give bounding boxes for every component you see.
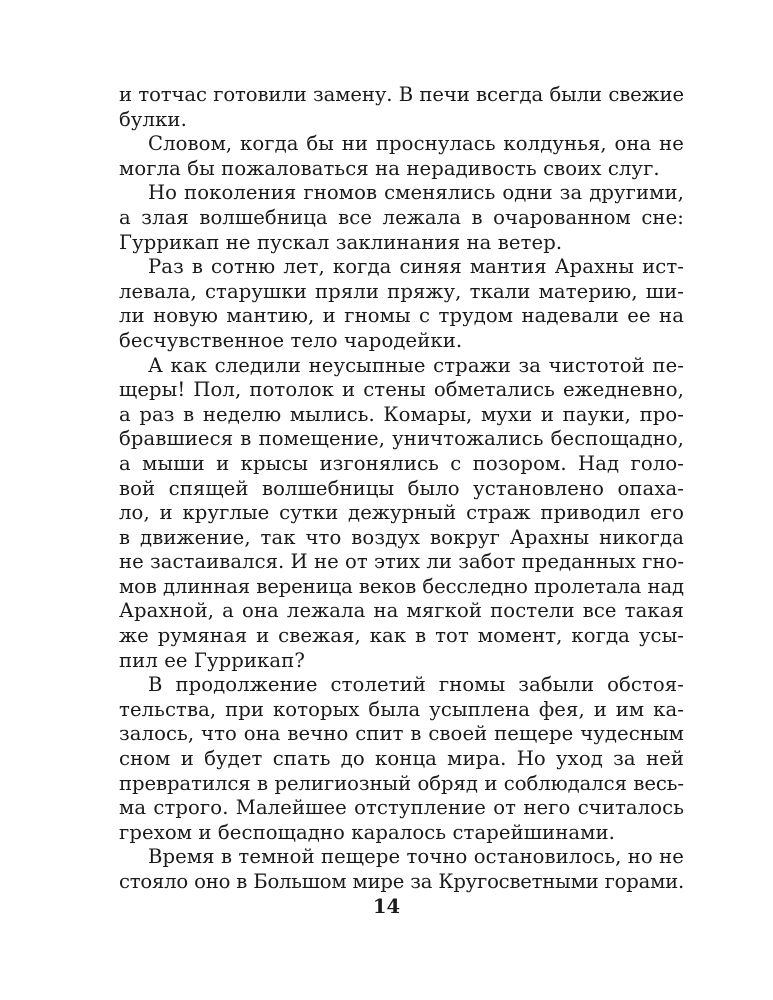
page-body <box>119 83 684 895</box>
text-line: тельства, при которых была усыплена фея, и им ка- <box>119 697 684 721</box>
text-line: а раз в неделю мылись. Комары, мухи и пауки, про- <box>119 402 684 426</box>
text-line: бесчувственное тело чародейки. <box>119 328 463 352</box>
text-line: бравшиеся в помещение, уничтожались беспощадно, <box>119 427 684 451</box>
text-line: а мыши и крысы изгонялись с позором. Над голо- <box>119 451 684 475</box>
text-line: превратился в религиозный обряд и соблюдался весь- <box>119 771 684 795</box>
text-line: могла бы пожаловаться на нерадивость своих слуг. <box>119 156 660 180</box>
text-line: стояло оно в Большом мире за Кругосветными горами. <box>119 870 684 893</box>
text-line: булки. <box>119 107 187 131</box>
text-line: не застаивался. И не от этих ли забот преданных гно- <box>119 550 685 574</box>
text-line: щеры! Пол, потолок и стены обметались ежедневно, <box>119 378 684 402</box>
text-line: В продолжение столетий гномы забыли обстоя- <box>148 673 684 697</box>
text-line: ли новую мантию, и гномы с трудом надевали ее на <box>119 304 684 328</box>
text-line: левала, старушки пряли пряжу, ткали материю, ши- <box>119 279 684 303</box>
page-number: 14 <box>372 895 401 918</box>
text-line: а злая волшебница все лежала в очарованном сне: <box>119 205 684 229</box>
text-line: Словом, когда бы ни проснулась колдунья, она не <box>148 132 684 156</box>
text-line: Арахной, а она лежала на мягкой постели все такая <box>119 599 684 623</box>
text-line: Раз в сотню лет, когда синяя мантия Арахны ист- <box>148 255 684 279</box>
text-line: сном и будет спать до конца мира. Но уход за ней <box>119 747 684 771</box>
text-line: А как следили неусыпные стражи за чистотой пе- <box>148 353 684 377</box>
text-line: же румяная и свежая, как в тот момент, когда усы- <box>119 624 684 648</box>
text-line: в движение, так что воздух вокруг Арахны никогда <box>119 525 684 549</box>
text-line: Время в темной пещере точно остановилось, но не <box>148 845 684 869</box>
text-line: грехом и беспощадно каралось старейшинами. <box>119 820 615 844</box>
text-line: залось, что она вечно спит в своей пещере чудесным <box>119 722 684 746</box>
text-line: и тотчас готовили замену. В печи всегда были свежие <box>119 83 684 106</box>
text-line: ма строго. Малейшее отступление от него считалось <box>119 796 684 820</box>
text-line: мов длинная вереница веков бесследно пролетала над <box>119 574 684 598</box>
text-line: Гуррикап не пускал заклинания на ветер. <box>119 230 563 254</box>
text-line: Но поколения гномов сменялись одни за другими, <box>148 181 684 205</box>
text-line: ло, и круглые сутки дежурный страж приводил его <box>119 501 684 525</box>
text-line: пил ее Гуррикап? <box>119 648 305 672</box>
text-line: вой спящей волшебницы было установлено опаха- <box>119 476 684 500</box>
